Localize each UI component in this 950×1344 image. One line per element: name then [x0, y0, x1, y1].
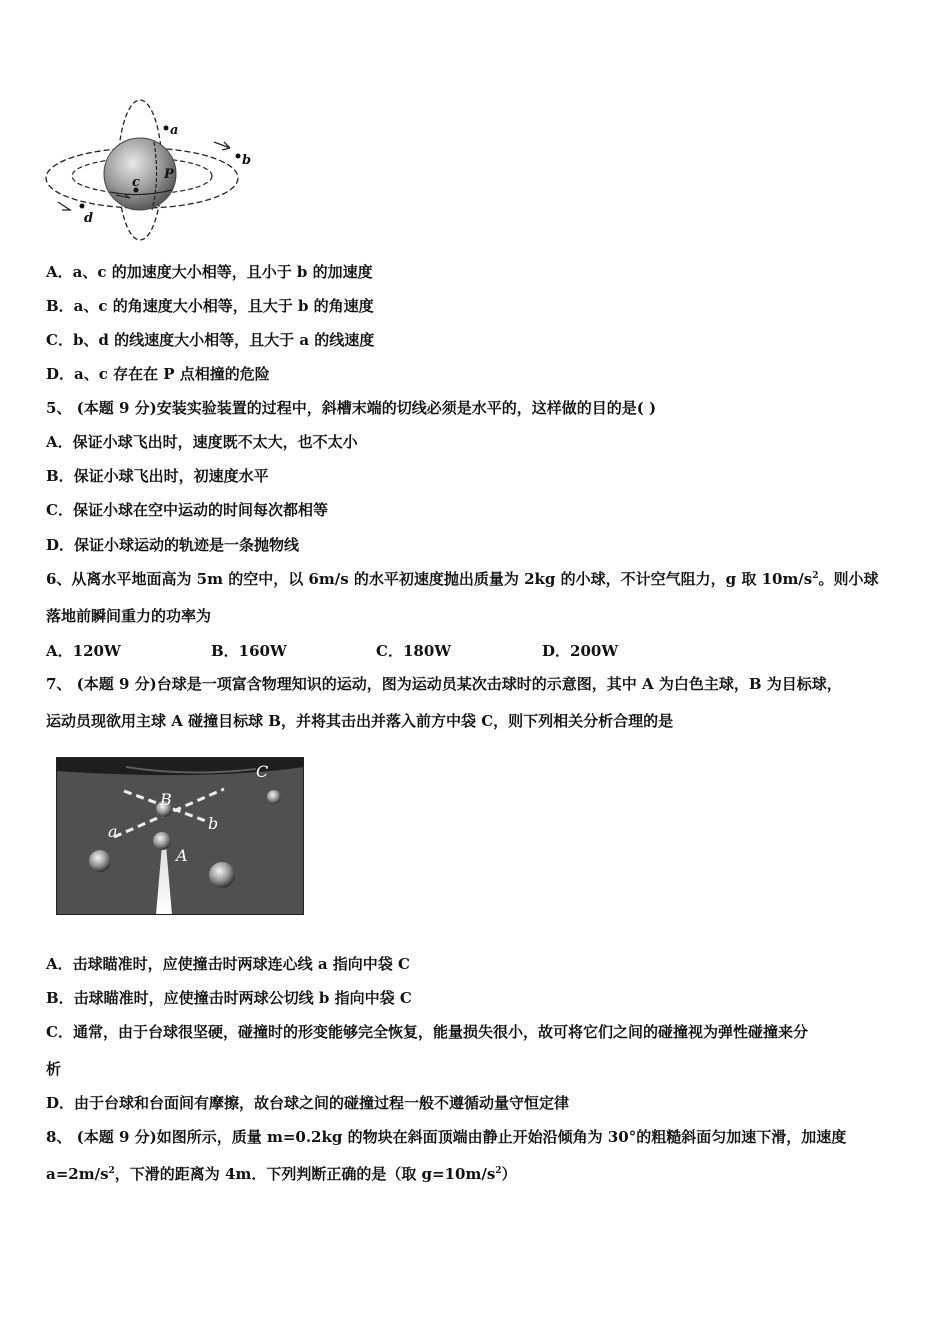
label-a: a: [108, 822, 118, 841]
q7-stem-line1: 7、 (本题 9 分)台球是一项富含物理知识的运动，图为运动员某次击球时的示意图，其中 A 为白色主球，B 为目标球，: [46, 675, 842, 693]
q6-options: [46, 640, 906, 660]
ball-right: [209, 862, 235, 888]
q6-stem-line2: 落地前瞬间重力的功率为: [46, 607, 212, 625]
q5-option-a: A．保证小球飞出时，速度既不太大，也不太小: [46, 433, 358, 451]
q6-option-b: B．160W: [211, 642, 287, 660]
q5-option-b: B．保证小球飞出时，初速度水平: [46, 467, 269, 485]
label-b: b: [242, 153, 252, 168]
satellite-d: [80, 204, 85, 209]
q6-option-a: A．120W: [46, 642, 121, 660]
q4-option-d: D．a、c 存在在 P 点相撞的危险: [46, 365, 270, 383]
label-b: b: [208, 814, 219, 833]
ball-left: [89, 850, 111, 872]
q6-option-c: C．180W: [376, 642, 452, 660]
satellite-a: [164, 126, 169, 131]
label-A: A: [176, 846, 188, 865]
satellite-b: [236, 154, 241, 159]
q5-option-c: C．保证小球在空中运动的时间每次都相等: [46, 501, 328, 519]
q4-option-a: A．a、c 的加速度大小相等，且小于 b 的加速度: [46, 263, 373, 281]
q5-option-d: D．保证小球运动的轨迹是一条抛物线: [46, 536, 300, 554]
q7-option-c: C．通常，由于台球很坚硬，碰撞时的形变能够完全恢复，能量损失很小，故可将它们之间的碰撞视为弹性碰撞来分: [46, 1023, 808, 1041]
label-B: B: [160, 790, 172, 809]
q8-stem-line2: $a=2m/s^2$，下滑的距离为 4m．下列判断正确的是（取 $g=10m/s^2$）: [46, 1165, 517, 1183]
label-C: C: [256, 762, 269, 781]
label-d: d: [84, 211, 94, 226]
q7-stem-line2: 运动员现欲用主球 A 碰撞目标球 B，并将其击出并落入前方中袋 C，则下列相关分析合理的是: [46, 712, 674, 730]
label-c: c: [132, 175, 140, 190]
q4-option-b: B．a、c 的角速度大小相等，且大于 b 的角速度: [46, 297, 374, 315]
q6-option-d: D．200W: [542, 642, 619, 660]
q5-stem: 5、 (本题 9 分)安装实验装置的过程中，斜槽末端的切线必须是水平的，这样做的目的是( ): [46, 399, 657, 417]
ball-a: [153, 832, 171, 850]
orbit-diagram: [44, 98, 254, 246]
ball-top-right: [267, 790, 281, 804]
q7-option-a: A．击球瞄准时，应使撞击时两球连心线 a 指向中袋 C: [46, 955, 410, 973]
q6-stem-line1: 6、从离水平地面高为 5m 的空中，以 6m/s 的水平初速度抛出质量为 2kg 的小球，不计空气阻力，g 取 $10m/s^2$。则小球: [46, 570, 879, 588]
label-p: P: [164, 167, 174, 182]
q7-option-d: D．由于台球和台面间有摩擦，故台球之间的碰撞过程一般不遵循动量守恒定律: [46, 1094, 570, 1112]
q7-option-c-cont: 析: [46, 1060, 62, 1078]
q4-option-c: C．b、d 的线速度大小相等，且大于 a 的线速度: [46, 331, 375, 349]
orbit-figure: [44, 98, 254, 246]
label-a: a: [170, 123, 179, 138]
q7-option-b: B．击球瞄准时，应使撞击时两球公切线 b 指向中袋 C: [46, 989, 412, 1007]
billiard-figure: [56, 757, 304, 915]
q8-stem-line1: 8、 (本题 9 分)如图所示，质量 m=0.2kg 的物块在斜面顶端由静止开始沿倾角为 30°的粗糙斜面匀加速下滑，加速度: [46, 1128, 847, 1146]
billiard-photo: [56, 757, 304, 915]
